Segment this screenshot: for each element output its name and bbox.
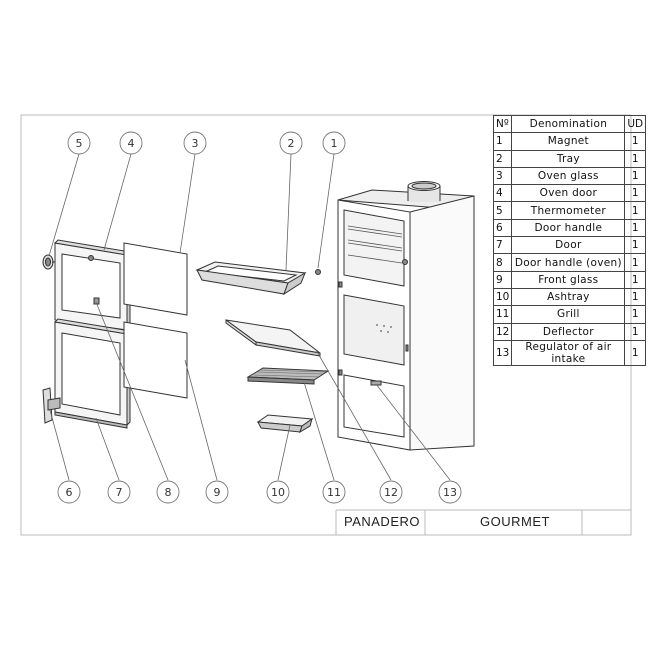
callout-12: 12 bbox=[384, 486, 398, 499]
magnet-part bbox=[316, 270, 321, 275]
table-row bbox=[494, 340, 646, 365]
row-denomination: Grill bbox=[512, 306, 625, 323]
brand-name: PANADERO bbox=[344, 514, 420, 529]
row-denomination: Front glass bbox=[512, 271, 625, 288]
row-denomination: Door handle (oven) bbox=[512, 254, 625, 271]
row-number: 5 bbox=[494, 202, 512, 219]
row-quantity: 1 bbox=[625, 202, 646, 219]
row-denomination: Oven door bbox=[512, 185, 625, 202]
row-quantity: 1 bbox=[625, 306, 646, 323]
parts-table-body bbox=[494, 133, 646, 366]
table-row bbox=[494, 150, 646, 167]
parts-table-header bbox=[494, 116, 646, 133]
model-name: GOURMET bbox=[480, 514, 550, 529]
callout-1: 1 bbox=[330, 137, 338, 150]
table-row bbox=[494, 237, 646, 254]
row-quantity: 1 bbox=[625, 167, 646, 184]
row-denomination: Door bbox=[512, 237, 625, 254]
callout-3: 3 bbox=[191, 137, 199, 150]
row-quantity: 1 bbox=[625, 271, 646, 288]
oven-door-part bbox=[55, 240, 130, 330]
deflector-part bbox=[226, 320, 320, 356]
callout-10: 10 bbox=[271, 486, 285, 499]
row-denomination: Oven glass bbox=[512, 167, 625, 184]
row-denomination: Regulator of air intake bbox=[512, 340, 625, 365]
table-row bbox=[494, 202, 646, 219]
row-denomination: Thermometer bbox=[512, 202, 625, 219]
callout-7: 7 bbox=[115, 486, 123, 499]
row-denomination: Magnet bbox=[512, 133, 625, 150]
door-part bbox=[55, 319, 130, 428]
row-quantity: 1 bbox=[625, 133, 646, 150]
row-number: 3 bbox=[494, 167, 512, 184]
row-quantity: 1 bbox=[625, 185, 646, 202]
row-quantity: 1 bbox=[625, 219, 646, 236]
row-quantity: 1 bbox=[625, 150, 646, 167]
header-denomination: Denomination bbox=[512, 116, 625, 133]
row-denomination: Deflector bbox=[512, 323, 625, 340]
front-glass-part bbox=[124, 322, 187, 398]
header-quantity: UD bbox=[625, 116, 646, 133]
row-number: 6 bbox=[494, 219, 512, 236]
row-denomination: Door handle bbox=[512, 219, 625, 236]
row-number: 7 bbox=[494, 237, 512, 254]
row-number: 11 bbox=[494, 306, 512, 323]
grill-part bbox=[248, 368, 328, 384]
stove-body bbox=[338, 182, 474, 451]
table-row bbox=[494, 288, 646, 305]
callout-8: 8 bbox=[164, 486, 172, 499]
callout-5: 5 bbox=[75, 137, 83, 150]
table-row bbox=[494, 185, 646, 202]
parts-table bbox=[493, 115, 646, 366]
row-number: 9 bbox=[494, 271, 512, 288]
row-number: 10 bbox=[494, 288, 512, 305]
callout-6: 6 bbox=[65, 486, 73, 499]
row-quantity: 1 bbox=[625, 288, 646, 305]
row-number: 1 bbox=[494, 133, 512, 150]
callout-4: 4 bbox=[127, 137, 135, 150]
table-row bbox=[494, 167, 646, 184]
header-number: Nº bbox=[494, 116, 512, 133]
row-number: 4 bbox=[494, 185, 512, 202]
row-quantity: 1 bbox=[625, 323, 646, 340]
row-number: 2 bbox=[494, 150, 512, 167]
oven-glass-part bbox=[124, 243, 187, 315]
row-quantity: 1 bbox=[625, 254, 646, 271]
table-row bbox=[494, 323, 646, 340]
callout-2: 2 bbox=[287, 137, 295, 150]
ashtray-part bbox=[258, 415, 312, 432]
tray-part bbox=[197, 262, 305, 294]
table-row bbox=[494, 254, 646, 271]
table-row bbox=[494, 133, 646, 150]
row-denomination: Ashtray bbox=[512, 288, 625, 305]
row-quantity: 1 bbox=[625, 237, 646, 254]
row-number: 8 bbox=[494, 254, 512, 271]
callout-9: 9 bbox=[213, 486, 221, 499]
row-number: 13 bbox=[494, 340, 512, 365]
callout-13: 13 bbox=[443, 486, 457, 499]
row-quantity: 1 bbox=[625, 340, 646, 365]
row-denomination: Tray bbox=[512, 150, 625, 167]
callout-11: 11 bbox=[327, 486, 341, 499]
table-row bbox=[494, 219, 646, 236]
row-number: 12 bbox=[494, 323, 512, 340]
table-row bbox=[494, 306, 646, 323]
table-row bbox=[494, 271, 646, 288]
